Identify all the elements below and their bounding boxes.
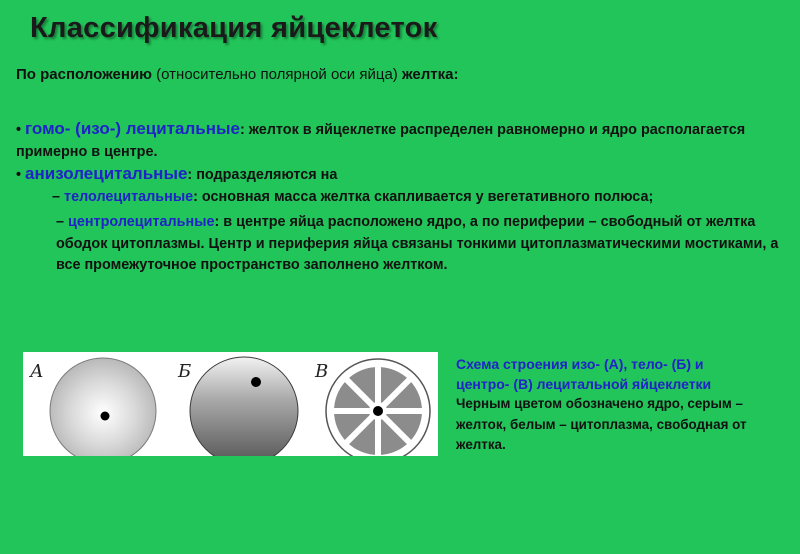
centrolecithal-egg	[326, 359, 430, 456]
caption-body: Черным цветом обозначено ядро, серым – желток, белым – цитоплазма, свободная от желтка.	[456, 396, 747, 452]
dash-marker: –	[56, 214, 69, 230]
bullet-marker: •	[16, 167, 26, 183]
label-b: Б	[178, 361, 192, 382]
text-centrolecithal: : в центре яйца расположено ядро, а по периферии – свободный от желтка ободок цитоплазмы. Центр и периферия яйца связаны тонкими цитоплазматическими мостиками, а все промежуточное пространство заполнено желтком.	[56, 214, 779, 273]
classification-list	[16, 118, 786, 277]
term-homolecithal: гомо- (изо-) лецитальные	[25, 119, 240, 138]
telolecithal-egg	[190, 357, 298, 456]
dash-marker: –	[52, 188, 65, 205]
caption-title: Схема строения изо- (А), тело- (Б) и центро- (В) лецитальной яйцеклетки	[456, 356, 712, 392]
nucleus-b	[251, 377, 261, 387]
egg-types-figure	[23, 352, 438, 456]
subtitle-end: желтка:	[401, 66, 459, 83]
item-telolecithal	[16, 187, 786, 209]
text-homolecithal: : желток в яйцеклетке распределен равномерно и ядро располагается примерно в центре.	[16, 122, 746, 160]
nucleus-a	[101, 412, 110, 421]
item-homolecithal	[16, 118, 786, 163]
page-title: Классификация яйцеклеток	[30, 12, 438, 44]
nucleus-v	[373, 406, 383, 416]
bullet-marker: •	[16, 122, 26, 138]
egg-types-diagram	[23, 352, 438, 456]
isolecithal-egg	[50, 358, 156, 456]
term-centrolecithal: центролецитальные	[68, 214, 215, 230]
term-anisolecithal: анизолецитальные	[25, 164, 188, 183]
text-anisolecithal: : подразделяются на	[187, 167, 338, 183]
label-v: В	[315, 361, 329, 382]
item-anisolecithal	[16, 163, 786, 187]
item-centrolecithal	[16, 212, 786, 277]
text-telolecithal: : основная масса желтка скапливается у вегетативного полюса;	[193, 188, 654, 205]
figure-caption	[456, 354, 756, 456]
subtitle	[16, 66, 458, 83]
term-telolecithal: телолецитальные	[64, 188, 194, 205]
subtitle-paren: (относительно полярной оси яйца)	[151, 66, 402, 83]
label-a: А	[30, 361, 44, 382]
subtitle-lead: По расположению	[16, 66, 152, 83]
